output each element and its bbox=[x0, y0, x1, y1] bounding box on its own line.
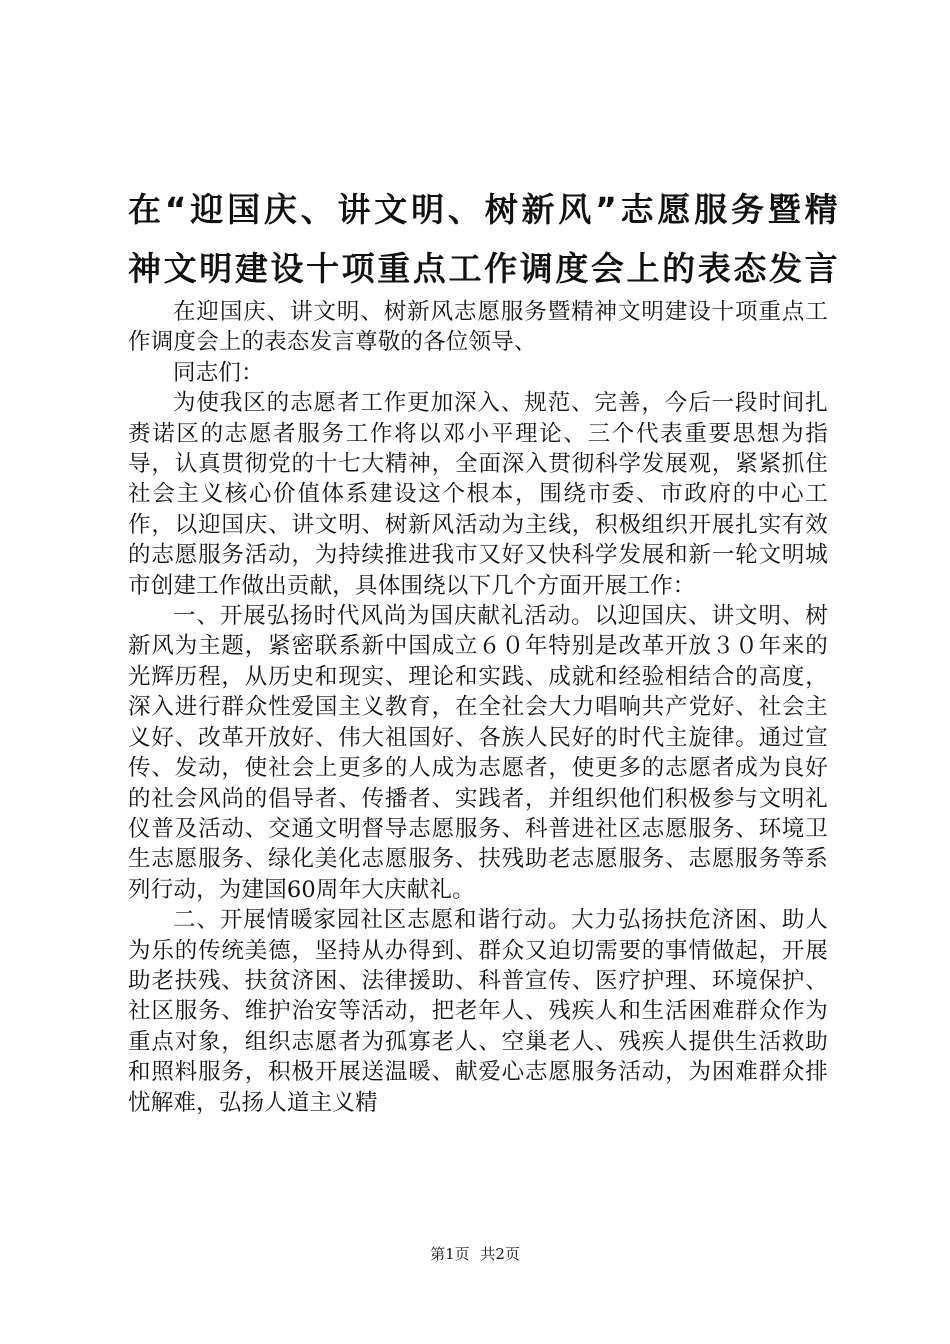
page-number: 第1页 bbox=[430, 1245, 470, 1263]
paragraph-overview: 为使我区的志愿者工作更加深入、规范、完善，今后一段时间扎赉诺区的志愿者服务工作将以邓小平理论、三个代表重要思想为指导，认真贯彻党的十七大精神，全面深入贯彻科学发展观，紧紧抓住社会主义核心价值体系建设这个根本，围绕市委、市政府的中心工作，以迎国庆、讲文明、树新风活动为主线，积极组织开展扎实有效的志愿服务活动，为持续推进我市又好又快科学发展和新一轮文明城市创建工作做出贡献，具体围绕以下几个方面开展工作： bbox=[128, 390, 828, 599]
paragraph-section-two: 二、开展情暖家园社区志愿和谐行动。大力弘扬扶危济困、助人为乐的传统美德，坚持从办得到、群众又迫切需要的事情做起，开展助老扶残、扶贫济困、法律援助、科普宣传、医疗护理、环境保护、社区服务、维护治安等活动，把老年人、残疾人和生活困难群众作为重点对象，组织志愿者为孤寡老人、空巢老人、残疾人提供生活救助和照料服务，积极开展送温暖、献爱心志愿服务活动，为困难群众排忧解难，弘扬人道主义精 bbox=[128, 907, 828, 1116]
title-line-1: 在“迎国庆、讲文明、树新风”志愿服务暨精 bbox=[128, 190, 838, 229]
title-line-2: 神文明建设十项重点工作调度会上的表态发言 bbox=[128, 249, 838, 288]
paragraph-salutation: 同志们： bbox=[173, 359, 264, 386]
page-total: 共2页 bbox=[480, 1245, 520, 1263]
paragraph-section-one: 一、开展弘扬时代风尚为国庆献礼活动。以迎国庆、讲文明、树新风为主题，紧密联系新中国成立６０年特别是改革开放３０年来的光辉历程，从历史和现实、理论和实践、成就和经验相结合的高度，深入进行群众性爱国主义教育，在全社会大力唱响共产党好、社会主义好、改革开放好、伟大祖国好、各族人民好的时代主旋律。通过宣传、发动，使社会上更多的人成为志愿者，使更多的志愿者成为良好的社会风尚的倡导者、传播者、实践者，并组织他们积极参与文明礼仪普及活动、交通文明督导志愿服务、科普进社区志愿服务、环境卫生志愿服务、绿化美化志愿服务、扶残助老志愿服务、志愿服务等系列行动，为建国60周年大庆献礼。 bbox=[128, 603, 828, 903]
page-footer bbox=[0, 1244, 950, 1264]
document-body bbox=[128, 297, 828, 1118]
paragraph-intro: 在迎国庆、讲文明、树新风志愿服务暨精神文明建设十项重点工作调度会上的表态发言尊敬的各位领导、 bbox=[128, 299, 828, 356]
document-title bbox=[128, 180, 838, 298]
